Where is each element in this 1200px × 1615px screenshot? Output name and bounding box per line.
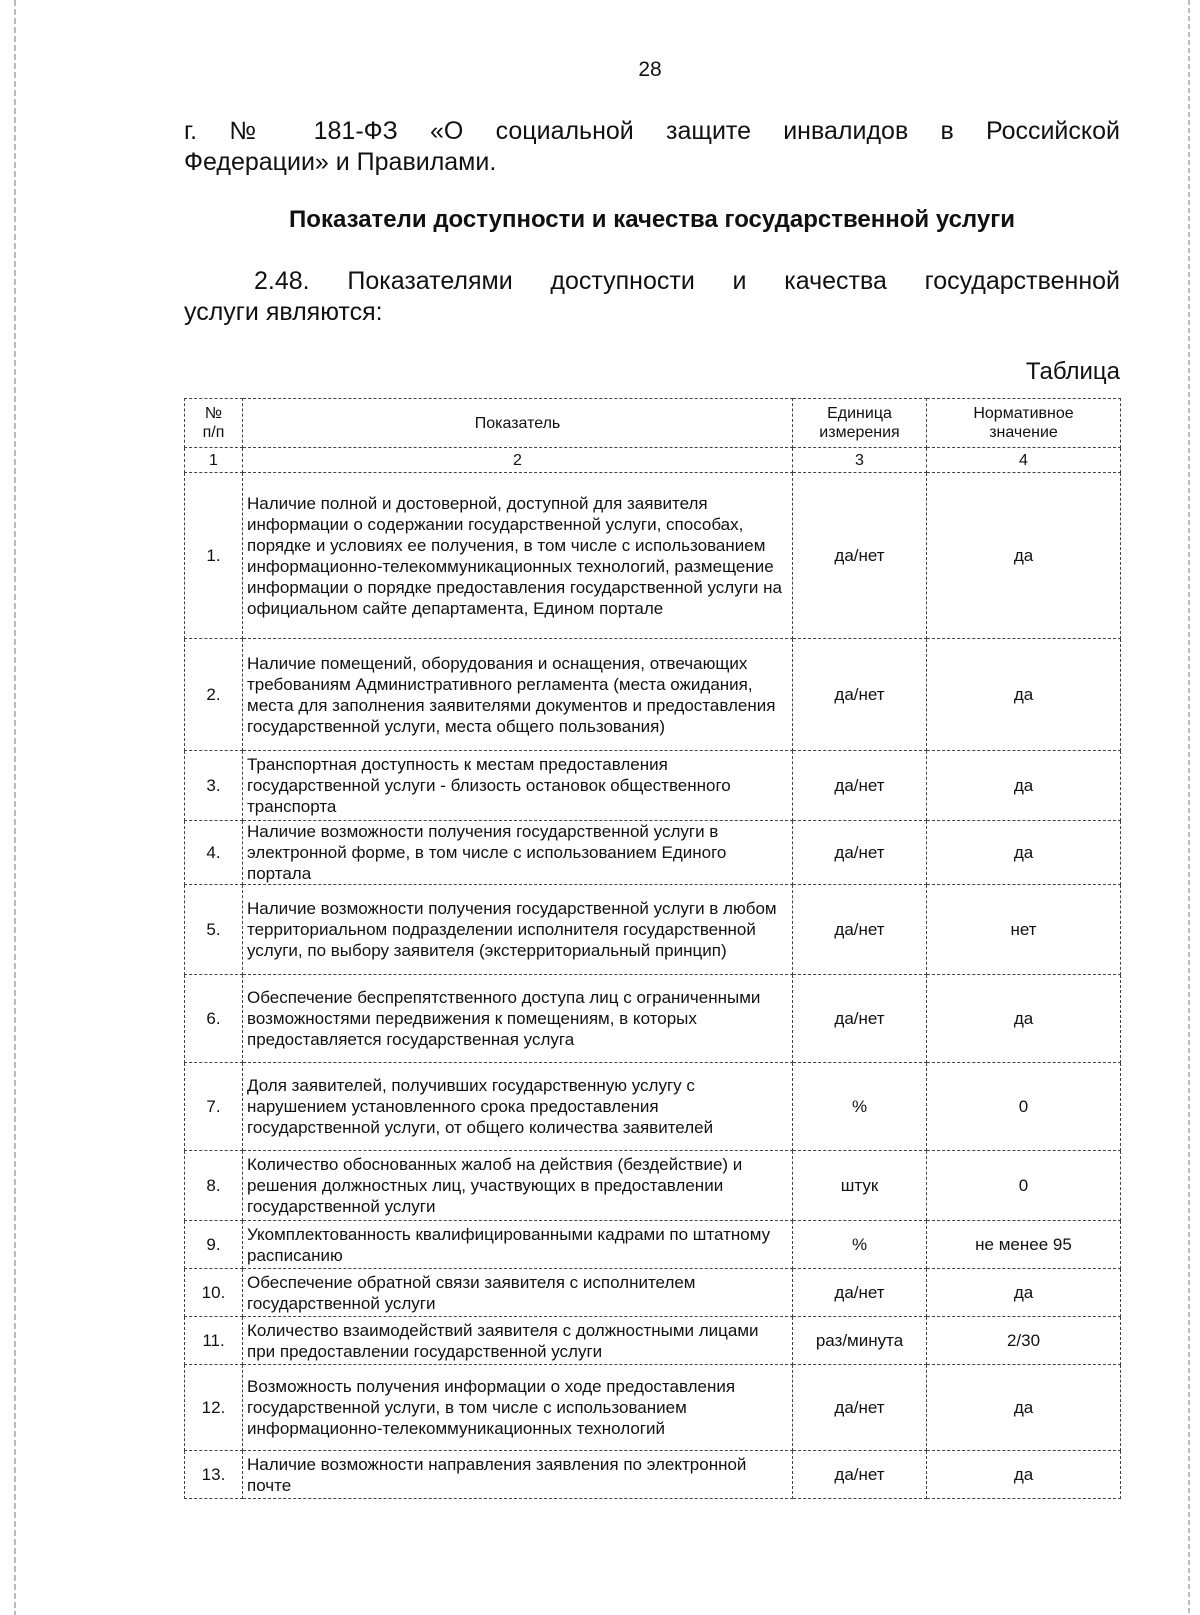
row-number: 6. [185, 975, 243, 1063]
row-indicator: Транспортная доступность к местам предоставления государственной услуги - близость остановок общественного транспорта [243, 751, 793, 821]
row-indicator: Количество взаимодействий заявителя с должностными лицами при предоставлении государственной услуги [243, 1317, 793, 1365]
row-number: 2. [185, 639, 243, 751]
row-unit: да/нет [793, 751, 927, 821]
row-indicator: Количество обоснованных жалоб на действия (бездействие) и решения должностных лиц, участвующих в предоставлении государственной услуги [243, 1151, 793, 1221]
row-unit: % [793, 1063, 927, 1151]
clause-line-2: услуги являются: [184, 298, 383, 326]
table-row [185, 1221, 1121, 1269]
row-indicator: Наличие возможности получения государственной услуги в любом территориальном подразделении исполнителя государственной услуги, по выбору заявителя (экстерриториальный принцип) [243, 885, 793, 975]
row-indicator: Обеспечение обратной связи заявителя с исполнителем государственной услуги [243, 1269, 793, 1317]
row-number: 5. [185, 885, 243, 975]
table-row [185, 639, 1121, 751]
row-number: 7. [185, 1063, 243, 1151]
table-row [185, 1317, 1121, 1365]
row-indicator: Наличие полной и достоверной, доступной для заявителя информации о содержании государственной услуги, способах, порядке и условиях ее получения, в том числе с использованием информационно-телекоммуникационных технологий, размещение информации о порядке предоставления государственной услуги на официальном сайте департамента, Едином портале [243, 473, 793, 639]
column-number: 3 [793, 448, 927, 473]
row-indicator: Обеспечение беспрепятственного доступа лиц с ограниченными возможностями передвижения к помещениям, в которых предоставляется государственная услуга [243, 975, 793, 1063]
table-row [185, 975, 1121, 1063]
row-norm-value: 0 [927, 1151, 1121, 1221]
row-norm-value: да [927, 1365, 1121, 1451]
column-number: 2 [243, 448, 793, 473]
row-norm-value: нет [927, 885, 1121, 975]
row-unit: да/нет [793, 1365, 927, 1451]
header-num: № п/п [185, 399, 243, 448]
row-norm-value: да [927, 1269, 1121, 1317]
row-number: 3. [185, 751, 243, 821]
scan-edge-right [1188, 0, 1190, 1615]
intro-line-1: г. № 181-ФЗ «О социальной защите инвалидов в Российской [184, 117, 1120, 145]
row-norm-value: 0 [927, 1063, 1121, 1151]
row-number: 11. [185, 1317, 243, 1365]
row-norm-value: да [927, 751, 1121, 821]
row-number: 9. [185, 1221, 243, 1269]
table-header-row [185, 399, 1121, 448]
row-unit: да/нет [793, 1451, 927, 1499]
row-unit: да/нет [793, 473, 927, 639]
row-number: 10. [185, 1269, 243, 1317]
column-numbers-row [185, 448, 1121, 473]
row-unit: да/нет [793, 821, 927, 885]
scan-edge-left [14, 0, 16, 1615]
table-row [185, 1365, 1121, 1451]
intro-paragraph [184, 116, 1120, 178]
row-norm-value: да [927, 1451, 1121, 1499]
header-indicator: Показатель [243, 399, 793, 448]
row-norm-value: 2/30 [927, 1317, 1121, 1365]
clause-line-1: 2.48. Показателями доступности и качества государственной [254, 267, 1120, 295]
row-unit: да/нет [793, 975, 927, 1063]
row-unit: штук [793, 1151, 927, 1221]
row-indicator: Доля заявителей, получивших государственную услугу с нарушением установленного срока предоставления государственной услуги, от общего количества заявителей [243, 1063, 793, 1151]
header-unit: Единица измерения [793, 399, 927, 448]
table-row [185, 473, 1121, 639]
table-row [185, 1151, 1121, 1221]
table-row [185, 1451, 1121, 1499]
row-number: 4. [185, 821, 243, 885]
table-row [185, 1269, 1121, 1317]
row-unit: да/нет [793, 639, 927, 751]
column-number: 1 [185, 448, 243, 473]
row-norm-value: да [927, 639, 1121, 751]
row-unit: % [793, 1221, 927, 1269]
table-row [185, 1063, 1121, 1151]
row-number: 1. [185, 473, 243, 639]
header-norm: Нормативное значение [927, 399, 1121, 448]
table-row [185, 751, 1121, 821]
section-heading: Показатели доступности и качества государственной услуги [289, 206, 1015, 233]
row-number: 8. [185, 1151, 243, 1221]
table-caption: Таблица [1025, 358, 1120, 385]
row-norm-value: да [927, 473, 1121, 639]
row-number: 12. [185, 1365, 243, 1451]
table-row [185, 821, 1121, 885]
row-indicator: Наличие возможности направления заявления по электронной почте [243, 1451, 793, 1499]
row-number: 13. [185, 1451, 243, 1499]
row-norm-value: не менее 95 [927, 1221, 1121, 1269]
row-unit: да/нет [793, 885, 927, 975]
row-indicator: Укомплектованность квалифицированными кадрами по штатному расписанию [243, 1221, 793, 1269]
row-norm-value: да [927, 975, 1121, 1063]
row-unit: раз/минута [793, 1317, 927, 1365]
indicators-table [184, 398, 1121, 1499]
page-number: 28 [638, 58, 662, 81]
row-indicator: Возможность получения информации о ходе предоставления государственной услуги, в том числе с использованием информационно-телекоммуникационных технологий [243, 1365, 793, 1451]
row-indicator: Наличие помещений, оборудования и оснащения, отвечающих требованиям Административного регламента (места ожидания, места для заполнения заявителями документов и предоставления государственной услуги, места общего пользования) [243, 639, 793, 751]
row-unit: да/нет [793, 1269, 927, 1317]
row-norm-value: да [927, 821, 1121, 885]
row-indicator: Наличие возможности получения государственной услуги в электронной форме, в том числе с использованием Единого портала [243, 821, 793, 885]
clause-2-48 [184, 266, 1120, 328]
column-number: 4 [927, 448, 1121, 473]
table-row [185, 885, 1121, 975]
intro-line-2: Федерации» и Правилами. [184, 148, 497, 176]
